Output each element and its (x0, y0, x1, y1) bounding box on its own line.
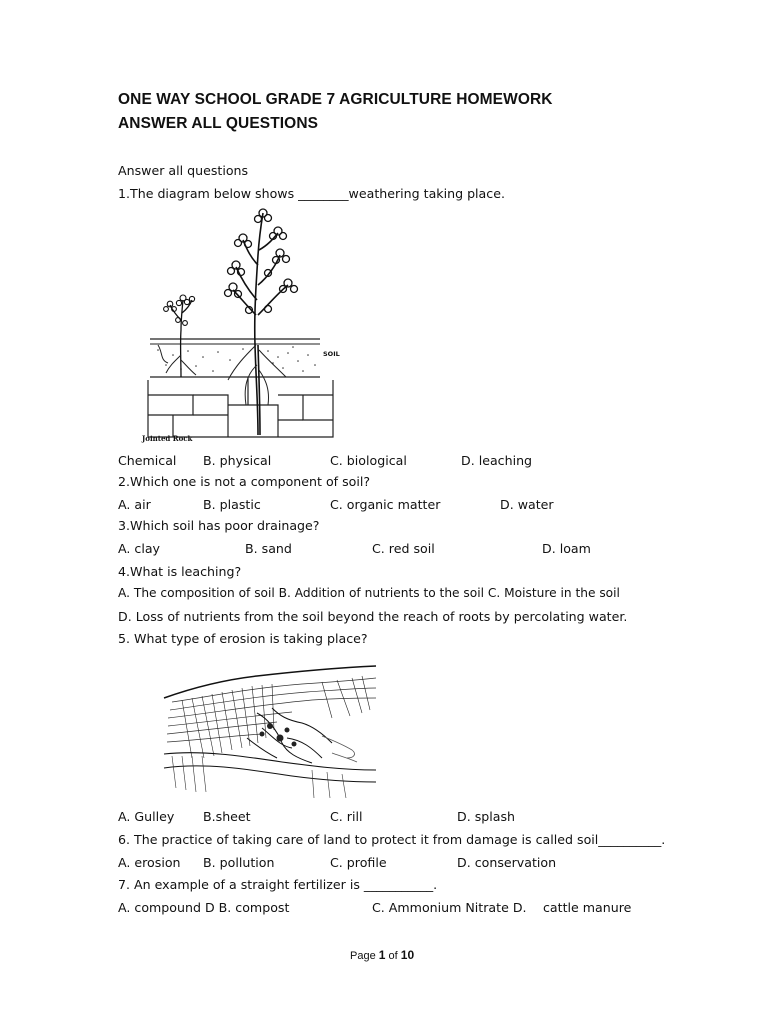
question-2-stem: 2.Which one is not a component of soil? (118, 474, 371, 489)
q1-option-a: Chemical (118, 453, 177, 468)
q3-option-d: D. loam (542, 541, 591, 556)
q1-option-b: B. physical (203, 453, 272, 468)
of-word: of (388, 950, 398, 962)
question-6-stem: 6. The practice of taking care of land to protect it from damage is called soil__________. (118, 832, 666, 847)
q4-options-line-2: D. Loss of nutrients from the soil beyond the reach of roots by percolating water. (118, 609, 628, 624)
q2-option-d: D. water (500, 497, 554, 512)
erosion-illustration (162, 658, 378, 804)
rock-label: Jointed Rock (142, 434, 193, 443)
q7-option-c: C. Ammonium Nitrate D. (372, 900, 527, 915)
q6-option-a: A. erosion (118, 855, 181, 870)
instructions-text: Answer all questions (118, 163, 249, 178)
q2-option-a: A. air (118, 497, 151, 512)
q4-options-line-1: A. The composition of soil B. Addition of nutrients to the soil C. Moisture in the soil (118, 586, 620, 600)
q5-option-b: B.sheet (203, 809, 251, 824)
q2-option-c: C. organic matter (330, 497, 441, 512)
page-total: 10 (400, 948, 415, 962)
document-title: ONE WAY SCHOOL GRADE 7 AGRICULTURE HOMEWORK (118, 91, 553, 108)
q3-option-a: A. clay (118, 541, 160, 556)
soil-label: SOIL (323, 350, 340, 358)
question-4-stem: 4.What is leaching? (118, 564, 242, 579)
q3-option-b: B. sand (245, 541, 292, 556)
question-5-stem: 5. What type of erosion is taking place? (118, 631, 368, 646)
question-7-stem: 7. An example of a straight fertilizer is ___________. (118, 877, 438, 892)
q5-option-c: C. rill (330, 809, 363, 824)
q1-option-c: C. biological (330, 453, 407, 468)
page-footer (350, 948, 414, 962)
q7-option-d: cattle manure (543, 900, 632, 915)
q5-option-a: A. Gulley (118, 809, 175, 824)
weathering-diagram (118, 205, 343, 450)
q6-option-b: B. pollution (203, 855, 275, 870)
page-word: Page (350, 950, 376, 962)
q2-option-b: B. plastic (203, 497, 261, 512)
question-1-stem: 1.The diagram below shows ________weathering taking place. (118, 186, 505, 201)
q6-option-c: C. profile (330, 855, 387, 870)
q7-option-a: A. compound D B. compost (118, 900, 290, 915)
q5-option-d: D. splash (457, 809, 516, 824)
document-subtitle: ANSWER ALL QUESTIONS (118, 115, 319, 132)
q3-option-c: C. red soil (372, 541, 435, 556)
question-3-stem: 3.Which soil has poor drainage? (118, 518, 320, 533)
q1-option-d: D. leaching (461, 453, 533, 468)
q6-option-d: D. conservation (457, 855, 557, 870)
page-current: 1 (378, 948, 386, 962)
